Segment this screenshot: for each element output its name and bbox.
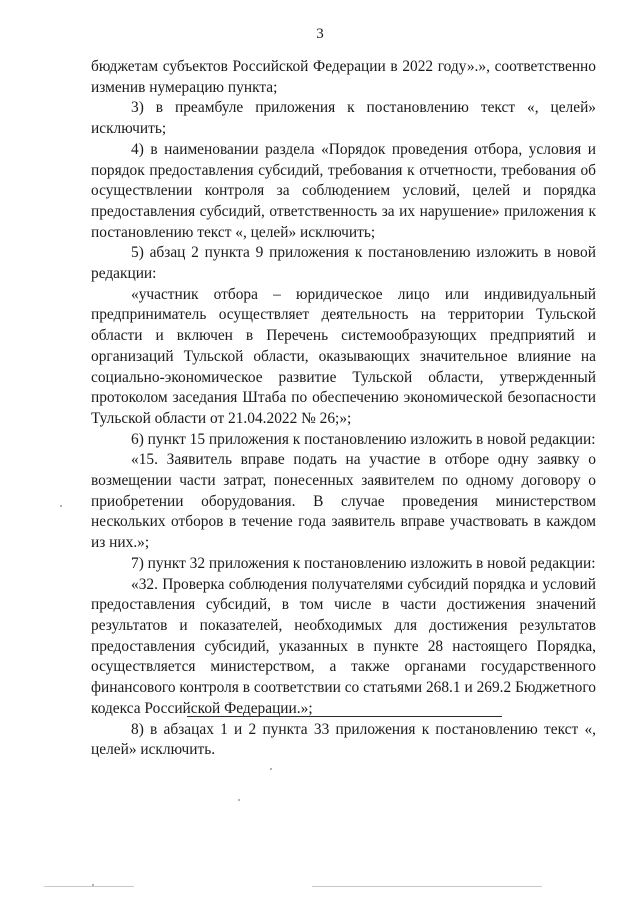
scan-speck <box>60 505 62 507</box>
paragraph-quote-participant: «участник отбора – юридическое лицо или индивидуальный предприниматель осуществляет деятельность на территории Тульской области и включен в Перечень системообразующих предприятий и организаций Тульской области, оказывающих значительное влияние на социально-экономическое развитие Тульской области, утвержденный протоколом заседания Штаба по обеспечению экономической безопасности Тульской области от 21.04.2022 № 26;»; <box>91 285 596 427</box>
scan-edge-line <box>44 886 134 887</box>
paragraph-item-3: 3) в преамбуле приложения к постановлению текст «, целей» исключить; <box>91 99 596 138</box>
paragraph-item-8: 8) в абзацах 1 и 2 пункта 33 приложения к постановлению текст «, целей» исключить. <box>91 720 596 759</box>
scan-speck <box>270 768 272 770</box>
closing-rule <box>187 716 502 717</box>
paragraph-item-5: 5) абзац 2 пункта 9 приложения к постановлению изложить в новой редакции: <box>91 244 596 283</box>
page-number: 3 <box>316 26 324 42</box>
paragraph-item-7: 7) пункт 32 приложения к постановлению изложить в новой редакции: <box>131 554 596 572</box>
paragraph-continuation: бюджетам субъектов Российской Федерации в 2022 году».», соответственно изменив нумерацию пункта; <box>91 58 596 96</box>
document-body <box>91 57 596 761</box>
scan-edge-line <box>312 886 542 887</box>
paragraph-item-6: 6) пункт 15 приложения к постановлению изложить в новой редакции: <box>131 430 596 448</box>
paragraph-quote-32: «32. Проверка соблюдения получателями субсидий порядка и условий предоставления субсидий, в том числе в части достижения значений результатов и показателей, необходимых для достижения результатов предоставления субсидий, указанных в пункте 28 настоящего Порядка, осуществляется министерством, а также органами государственного финансового контроля в соответствии со статьями 268.1 и 269.2 Бюджетного кодекса Российской Федерации.»; <box>91 575 596 717</box>
paragraph-quote-15: «15. Заявитель вправе подать на участие в отборе одну заявку о возмещении части затрат, понесенных заявителем по одному договору о приобретении оборудования. В случае проведения министерством нескольких отборов в течение года заявитель вправе участвовать в каждом из них.»; <box>91 451 596 552</box>
paragraph-item-4: 4) в наименовании раздела «Порядок проведения отбора, условия и порядок предоставления субсидий, требования к отчетности, требования об осуществлении контроля за соблюдением условий, целей и порядка предоставления субсидий, ответственность за их нарушение» приложения к постановлению текст «, целей» исключить; <box>91 140 596 241</box>
scan-speck <box>238 799 240 801</box>
